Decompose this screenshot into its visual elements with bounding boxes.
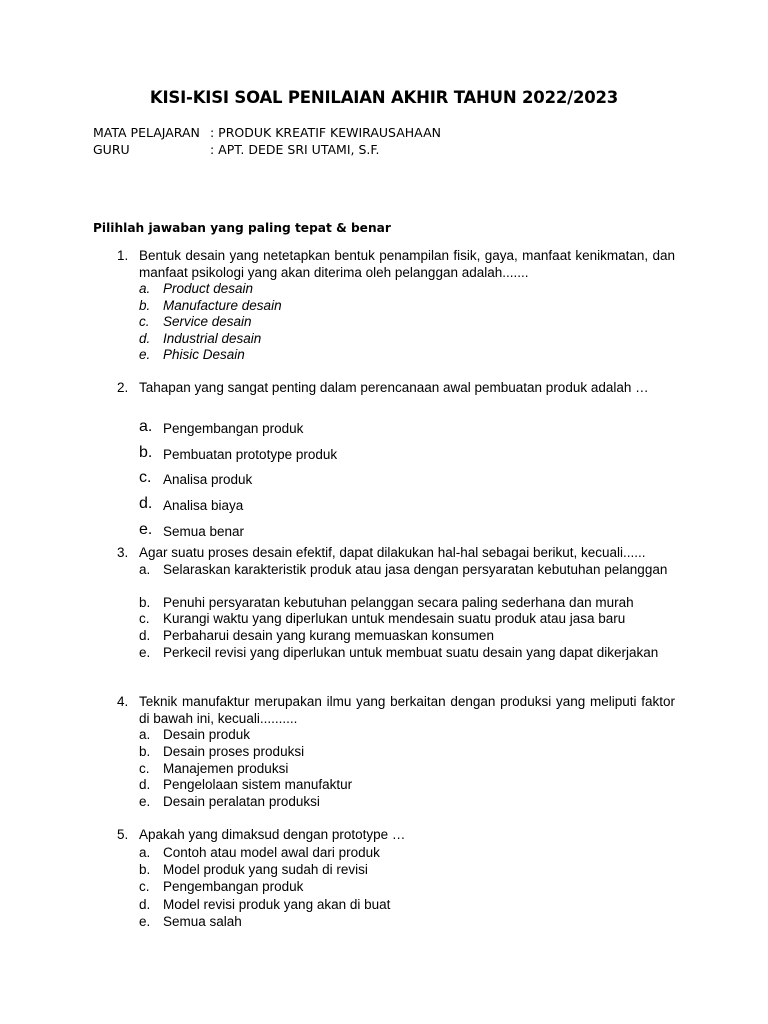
instruction-text: Pilihlah jawaban yang paling tepat & benar xyxy=(93,221,391,235)
teacher-line xyxy=(93,142,380,157)
option-letter: d. xyxy=(139,495,153,512)
question-text: Agar suatu proses desain efektif, dapat dilakukan hal-hal sebagai berikut, kecuali...... xyxy=(139,545,646,560)
option-text: Desain produk xyxy=(163,727,251,742)
option-3e xyxy=(139,645,675,662)
option-text: Semua salah xyxy=(163,914,242,929)
option-letter: a. xyxy=(139,845,151,860)
option-text: Analisa biaya xyxy=(163,498,244,513)
option-2e xyxy=(139,521,675,541)
option-1e xyxy=(139,347,675,364)
option-letter: d. xyxy=(139,777,151,792)
option-5c xyxy=(139,879,675,896)
teacher-label: GURU xyxy=(93,142,130,157)
option-text: Analisa produk xyxy=(163,472,253,487)
option-5d xyxy=(139,897,675,914)
option-text: Industrial desain xyxy=(163,331,262,346)
option-text: Penuhi persyaratan kebutuhan pelanggan secara paling sederhana dan murah xyxy=(163,595,634,610)
option-text: Desain peralatan produksi xyxy=(163,794,320,809)
question-text: Tahapan yang sangat penting dalam perencanaan awal pembuatan produk adalah … xyxy=(139,380,649,395)
option-1a xyxy=(139,281,675,298)
question-text: Apakah yang dimaksud dengan prototype … xyxy=(139,827,406,842)
option-letter: e. xyxy=(139,347,151,362)
subject-value: : PRODUK KREATIF KEWIRAUSAHAAN xyxy=(210,125,441,140)
option-text: Product desain xyxy=(163,281,254,296)
option-letter: d. xyxy=(139,628,151,643)
option-letter: e. xyxy=(139,914,151,929)
question-text: Teknik manufaktur merupakan ilmu yang berkaitan dengan produksi yang meliputi faktor di bawah ini, kecuali.......... xyxy=(139,694,675,726)
option-5a xyxy=(139,845,675,862)
question-5 xyxy=(117,827,675,844)
option-letter: d. xyxy=(139,897,151,912)
option-letter: b. xyxy=(139,595,151,610)
option-4d xyxy=(139,777,675,794)
question-number: 1. xyxy=(117,248,129,263)
option-1b xyxy=(139,298,675,315)
subject-label: MATA PELAJARAN xyxy=(93,125,200,140)
option-text: Pengelolaan sistem manufaktur xyxy=(163,777,353,792)
option-3d xyxy=(139,628,675,645)
option-1c xyxy=(139,314,675,331)
option-letter: a. xyxy=(139,418,153,435)
option-2b xyxy=(139,444,675,464)
page-title: KISI-KISI SOAL PENILAIAN AKHIR TAHUN 2022/2023 xyxy=(149,88,619,107)
option-text: Perbaharui desain yang kurang memuaskan konsumen xyxy=(163,628,494,643)
question-number: 2. xyxy=(117,380,129,395)
option-letter: a. xyxy=(139,727,151,742)
option-text: Model produk yang sudah di revisi xyxy=(163,862,368,877)
option-letter: b. xyxy=(139,744,151,759)
option-text: Phisic Desain xyxy=(163,347,245,362)
option-letter: b. xyxy=(139,444,153,461)
option-letter: e. xyxy=(139,521,153,538)
option-text: Perkecil revisi yang diperlukan untuk membuat suatu desain yang dapat dikerjakan xyxy=(163,645,659,660)
subject-line xyxy=(93,125,441,140)
option-text: Model revisi produk yang akan di buat xyxy=(163,897,391,912)
option-text: Pengembangan produk xyxy=(163,421,304,436)
option-4a xyxy=(139,727,675,744)
option-text: Contoh atau model awal dari produk xyxy=(163,845,380,860)
option-5e xyxy=(139,914,675,931)
question-number: 3. xyxy=(117,545,129,560)
option-letter: e. xyxy=(139,794,151,809)
question-number: 4. xyxy=(117,694,129,709)
question-text: Bentuk desain yang netetapkan bentuk penampilan fisik, gaya, manfaat kenikmatan, dan manfaat psikologi yang akan diterima oleh pelanggan adalah....... xyxy=(139,248,675,280)
option-text: Selaraskan karakteristik produk atau jasa dengan persyaratan kebutuhan pelanggan xyxy=(163,562,668,577)
option-text: Semua benar xyxy=(163,524,245,539)
option-letter: a. xyxy=(139,562,151,577)
option-text: Service desain xyxy=(163,314,252,329)
option-letter: c. xyxy=(139,761,150,776)
option-letter: c. xyxy=(139,314,150,329)
teacher-value: : APT. DEDE SRI UTAMI, S.F. xyxy=(210,142,380,157)
option-letter: d. xyxy=(139,331,151,346)
option-4c xyxy=(139,761,675,778)
option-text: Desain proses produksi xyxy=(163,744,305,759)
option-3b xyxy=(139,595,675,612)
option-4b xyxy=(139,744,675,761)
option-letter: e. xyxy=(139,645,151,660)
option-letter: c. xyxy=(139,469,152,486)
option-letter: b. xyxy=(139,862,151,877)
option-letter: a. xyxy=(139,281,151,296)
option-2a xyxy=(139,418,675,438)
option-text: Kurangi waktu yang diperlukan untuk mendesain suatu produk atau jasa baru xyxy=(163,611,626,626)
option-text: Pembuatan prototype produk xyxy=(163,447,338,462)
question-3 xyxy=(117,545,675,562)
option-2d xyxy=(139,495,675,515)
question-number: 5. xyxy=(117,827,129,842)
option-letter: c. xyxy=(139,611,150,626)
question-2 xyxy=(117,380,675,397)
option-text: Manufacture desain xyxy=(163,298,282,313)
option-2c xyxy=(139,469,675,489)
question-4 xyxy=(117,694,675,727)
option-4e xyxy=(139,794,675,811)
option-3a xyxy=(139,562,675,579)
question-1 xyxy=(117,248,675,281)
option-text: Manajemen produksi xyxy=(163,761,289,776)
option-text: Pengembangan produk xyxy=(163,879,304,894)
option-letter: b. xyxy=(139,298,151,313)
option-letter: c. xyxy=(139,879,150,894)
option-3c xyxy=(139,611,675,628)
option-1d xyxy=(139,331,675,348)
option-5b xyxy=(139,862,675,879)
